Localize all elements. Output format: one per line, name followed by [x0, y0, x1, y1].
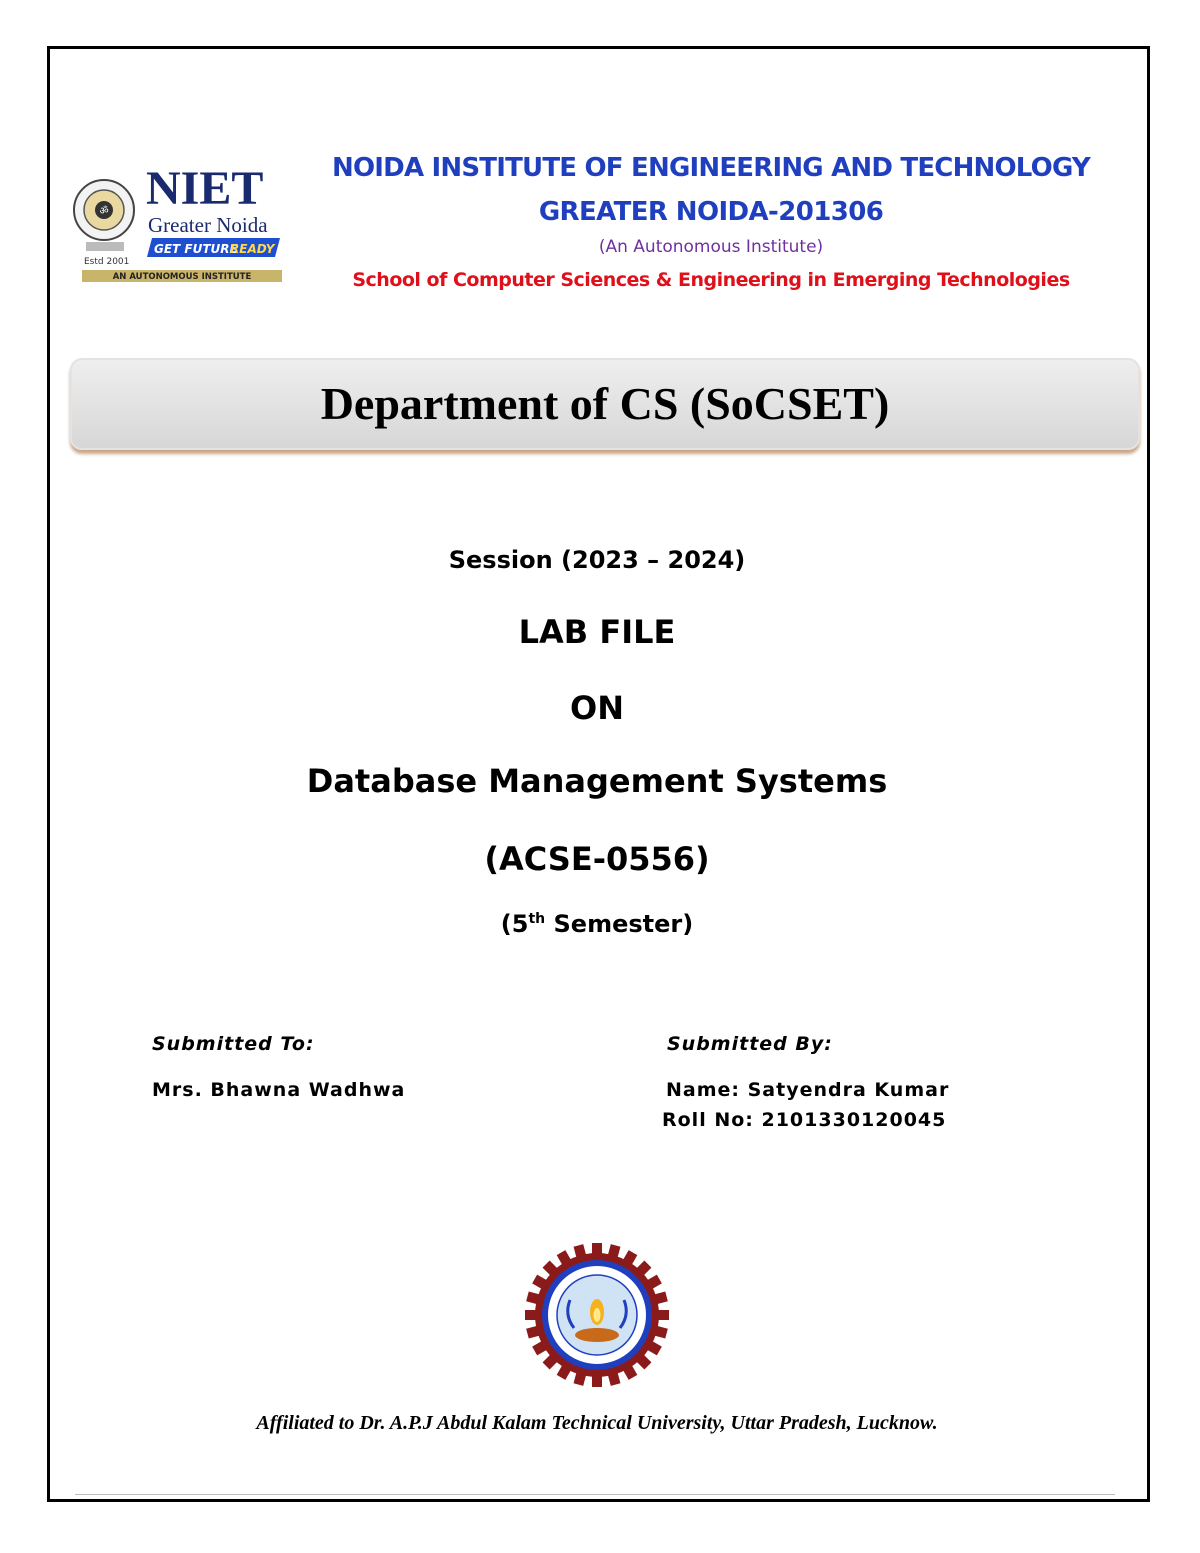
institute-city: GREATER NOIDA-201306	[538, 197, 884, 227]
subject-title: Database Management Systems	[306, 762, 888, 800]
institute-name: NOIDA INSTITUTE OF ENGINEERING AND TECHNOLOGY	[332, 153, 1090, 183]
niet-logo	[70, 160, 284, 285]
session: Session (2023 – 2024)	[448, 546, 746, 574]
aktu-seal-icon	[522, 1240, 672, 1390]
bottom-rule	[75, 1494, 1115, 1495]
svg-text:AN AUTONOMOUS INSTITUTE: AN AUTONOMOUS INSTITUTE	[112, 272, 252, 282]
department-title: Department of CS (SoCSET)	[320, 378, 890, 429]
autonomous-note: (An Autonomous Institute)	[598, 237, 824, 257]
department-banner	[70, 358, 1140, 450]
svg-text:GET FUTURE: GET FUTURE	[154, 242, 238, 256]
submitted-by-label: Submitted By:	[667, 1033, 833, 1055]
course-code: (ACSE-0556)	[484, 840, 710, 878]
submitted-to-name: Mrs. Bhawna Wadhwa	[152, 1079, 406, 1101]
svg-text:NIET: NIET	[146, 162, 264, 215]
submitted-by-name: Name: Satyendra Kumar	[666, 1079, 950, 1101]
on-label: ON	[570, 689, 624, 727]
svg-text:Greater Noida: Greater Noida	[148, 213, 268, 237]
submitted-to-label: Submitted To:	[152, 1033, 315, 1055]
lab-file-title: LAB FILE	[518, 613, 676, 651]
semester-suffix: th	[528, 911, 546, 927]
affiliation-note: Affiliated to Dr. A.P.J Abdul Kalam Technical University, Uttar Pradesh, Lucknow.	[256, 1412, 938, 1434]
svg-text:READY: READY	[230, 242, 275, 256]
school-name: School of Computer Sciences & Engineering in Emerging Technologies	[352, 269, 1070, 291]
semester	[47, 910, 1147, 938]
svg-text:ॐ: ॐ	[99, 206, 109, 217]
semester-number: 5	[511, 910, 529, 938]
svg-text:Estd 2001: Estd 2001	[84, 257, 130, 267]
semester-open: (	[500, 910, 512, 938]
semester-word: Semester)	[553, 910, 694, 938]
submitted-by-roll: Roll No: 2101330120045	[662, 1109, 947, 1131]
